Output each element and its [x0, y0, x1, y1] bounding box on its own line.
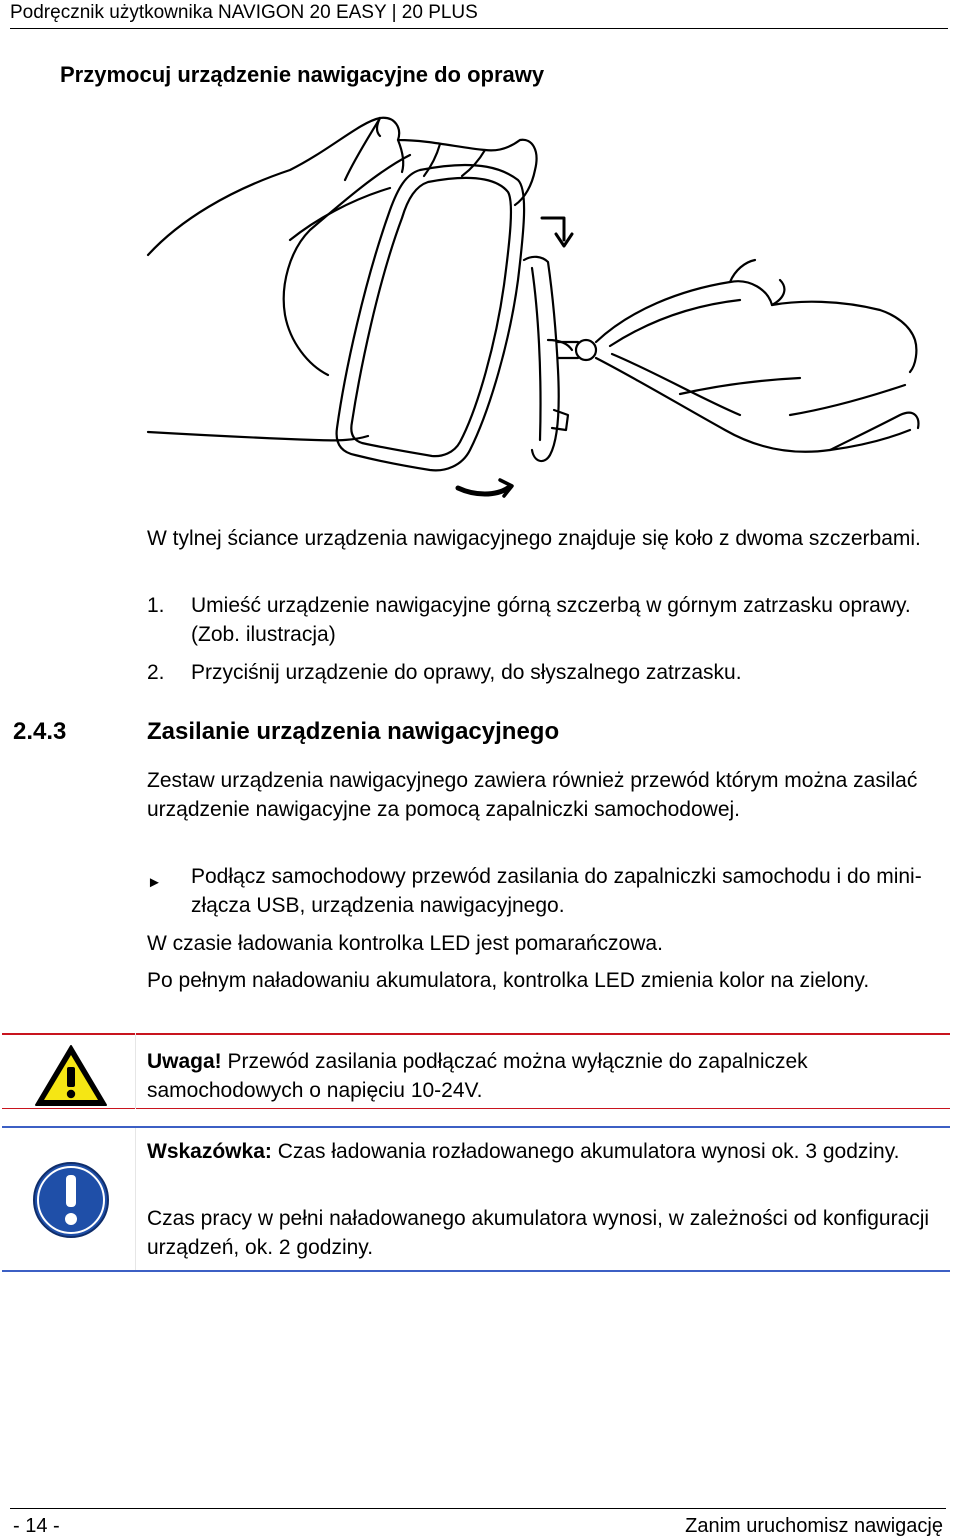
intro-paragraph: W tylnej ściance urządzenia nawigacyjnego znajduje się koło z dwoma szczerbami. [147, 527, 921, 550]
header-title: Podręcznik użytkownika NAVIGON 20 EASY | 20 PLUS [10, 2, 478, 23]
footer-rule [10, 1508, 946, 1509]
hint-message: Czas ładowania rozładowanego akumulatora wynosi ok. 3 godziny. [271, 1140, 900, 1163]
warning-triangle-icon [33, 1043, 109, 1114]
step-text: Umieść urządzenie nawigacyjne górną szczerbą w górnym zatrzasku oprawy. (Zob. ilustracja) [191, 594, 911, 646]
section-title: Przymocuj urządzenie nawigacyjne do oprawy [60, 62, 545, 87]
hint-bottom-rule [2, 1270, 950, 1272]
step-number: 2. [147, 661, 165, 684]
subsection-title: Zasilanie urządzenia nawigacyjnego [147, 718, 560, 745]
page-number: - 14 - [13, 1515, 60, 1537]
warning-message: Przewód zasilania podłączać można wyłącznie do zapalniczek samochodowych o napięciu 10-24V. [147, 1050, 808, 1102]
hint-text [147, 1137, 937, 1166]
step-text: Przyciśnij urządzenie do oprawy, do słyszalnego zatrzasku. [191, 661, 742, 684]
subsection-number: 2.4.3 [13, 718, 67, 745]
hint-top-rule [2, 1126, 950, 1128]
led-full-text: Po pełnym naładowaniu akumulatora, kontrolka LED zmienia kolor na zielony. [147, 969, 870, 992]
led-charging-text: W czasie ładowania kontrolka LED jest pomarańczowa. [147, 932, 663, 955]
warning-label: Uwaga! [147, 1050, 222, 1073]
action-item [147, 862, 937, 920]
chapter-name: Zanim uruchomisz nawigację [685, 1515, 943, 1537]
power-paragraph: Zestaw urządzenia nawigacyjnego zawiera również przewód którym można zasilać urządzenie nawigacyjne za pomocą zapalniczki samochodowej. [147, 769, 918, 821]
step-1 [147, 591, 937, 649]
step-number: 1. [147, 594, 165, 617]
device-mount-drawing [140, 110, 930, 515]
warning-top-rule [2, 1033, 950, 1035]
warning-bottom-rule [2, 1108, 950, 1109]
hint-text-2: Czas pracy w pełni naładowanego akumulatora wynosi, w zależności od konfiguracji urządzeń, ok. 2 godziny. [147, 1207, 930, 1259]
action-text: Podłącz samochodowy przewód zasilania do zapalniczki samochodu i do mini-złącza USB, urządzenia nawigacyjnego. [191, 865, 922, 917]
step-2 [147, 658, 937, 687]
triangle-bullet-icon: ► [147, 874, 162, 891]
hint-separator [135, 1128, 136, 1270]
hint-label: Wskazówka: [147, 1140, 272, 1163]
mounting-illustration [140, 110, 930, 515]
page-header [10, 0, 948, 29]
exclamation-circle-icon [31, 1160, 111, 1245]
warning-separator [135, 1033, 136, 1109]
warning-text [147, 1047, 937, 1105]
